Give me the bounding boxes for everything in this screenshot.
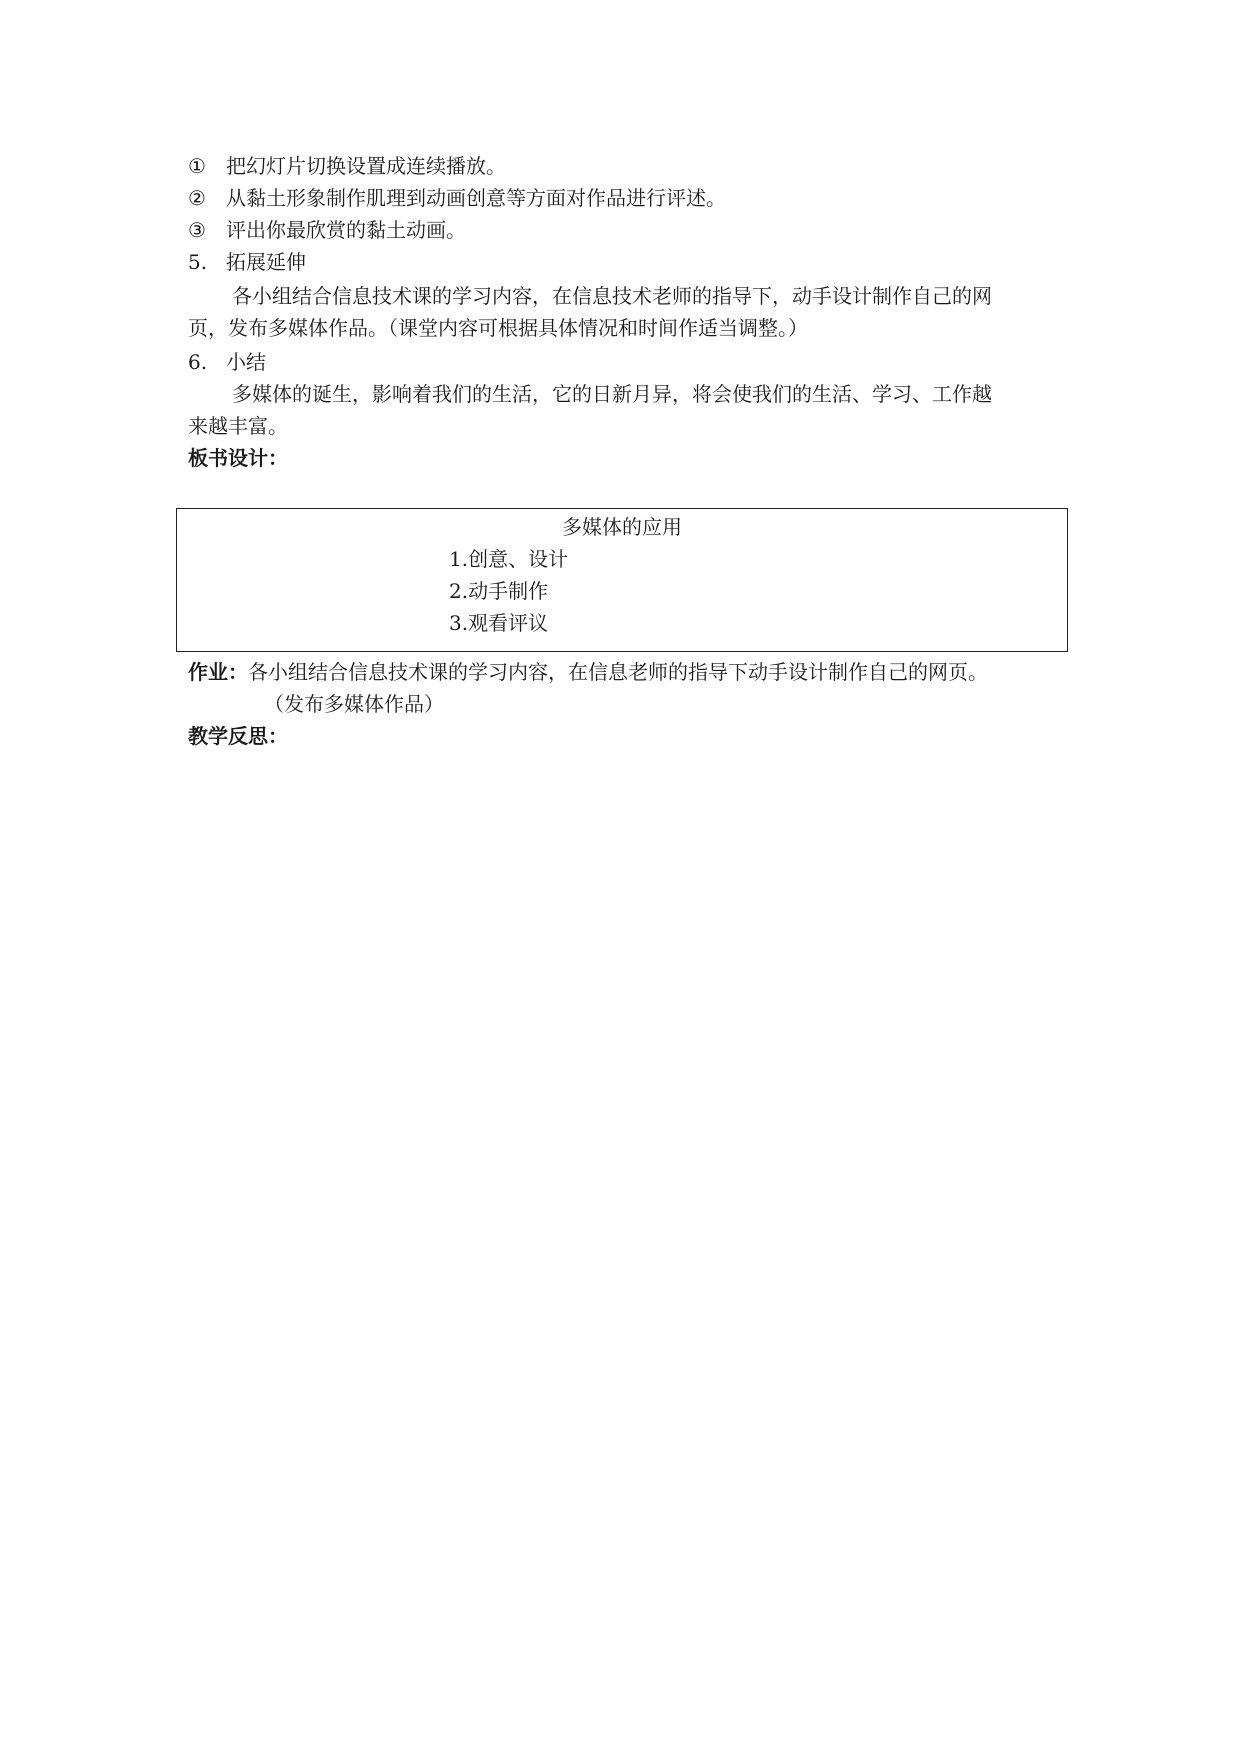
board-item: 2.动手制作 (449, 579, 549, 603)
step-marker: ① (188, 154, 206, 178)
section-6-paragraph-line-2: 来越丰富。 (188, 414, 288, 438)
homework-text: 各小组结合信息技术课的学习内容，在信息老师的指导下动手设计制作自己的网页。 (248, 660, 988, 684)
board-design-box (176, 508, 1068, 652)
step-marker: ② (188, 186, 206, 210)
section-title: 小结 (226, 350, 266, 374)
reflection-label: 教学反思： (188, 724, 288, 748)
board-title: 多媒体的应用 (562, 515, 682, 539)
step-text: 把幻灯片切换设置成连续播放。 (226, 154, 506, 178)
section-number: 5. (188, 250, 208, 274)
section-5-paragraph-line-1: 各小组结合信息技术课的学习内容，在信息技术老师的指导下，动手设计制作自己的网 (232, 284, 992, 308)
homework-label: 作业： (188, 660, 248, 684)
section-5-heading (188, 246, 306, 278)
section-6-heading (188, 346, 266, 378)
board-item: 1.创意、设计 (449, 547, 569, 571)
step-1 (188, 150, 506, 182)
board-design-label: 板书设计： (188, 446, 288, 470)
homework-line (188, 656, 988, 688)
step-2 (188, 182, 726, 214)
section-title: 拓展延伸 (226, 250, 306, 274)
board-item: 3.观看评议 (449, 611, 549, 635)
step-marker: ③ (188, 218, 206, 242)
section-6-paragraph-line-1: 多媒体的诞生，影响着我们的生活，它的日新月异，将会使我们的生活、学习、工作越 (232, 382, 992, 406)
homework-note: （发布多媒体作品） (264, 692, 444, 716)
step-3 (188, 214, 466, 246)
section-number: 6. (188, 350, 208, 374)
step-text: 从黏土形象制作肌理到动画创意等方面对作品进行评述。 (226, 186, 726, 210)
step-text: 评出你最欣赏的黏土动画。 (226, 218, 466, 242)
section-5-paragraph-line-2: 页，发布多媒体作品。（课堂内容可根据具体情况和时间作适当调整。） (188, 316, 808, 340)
